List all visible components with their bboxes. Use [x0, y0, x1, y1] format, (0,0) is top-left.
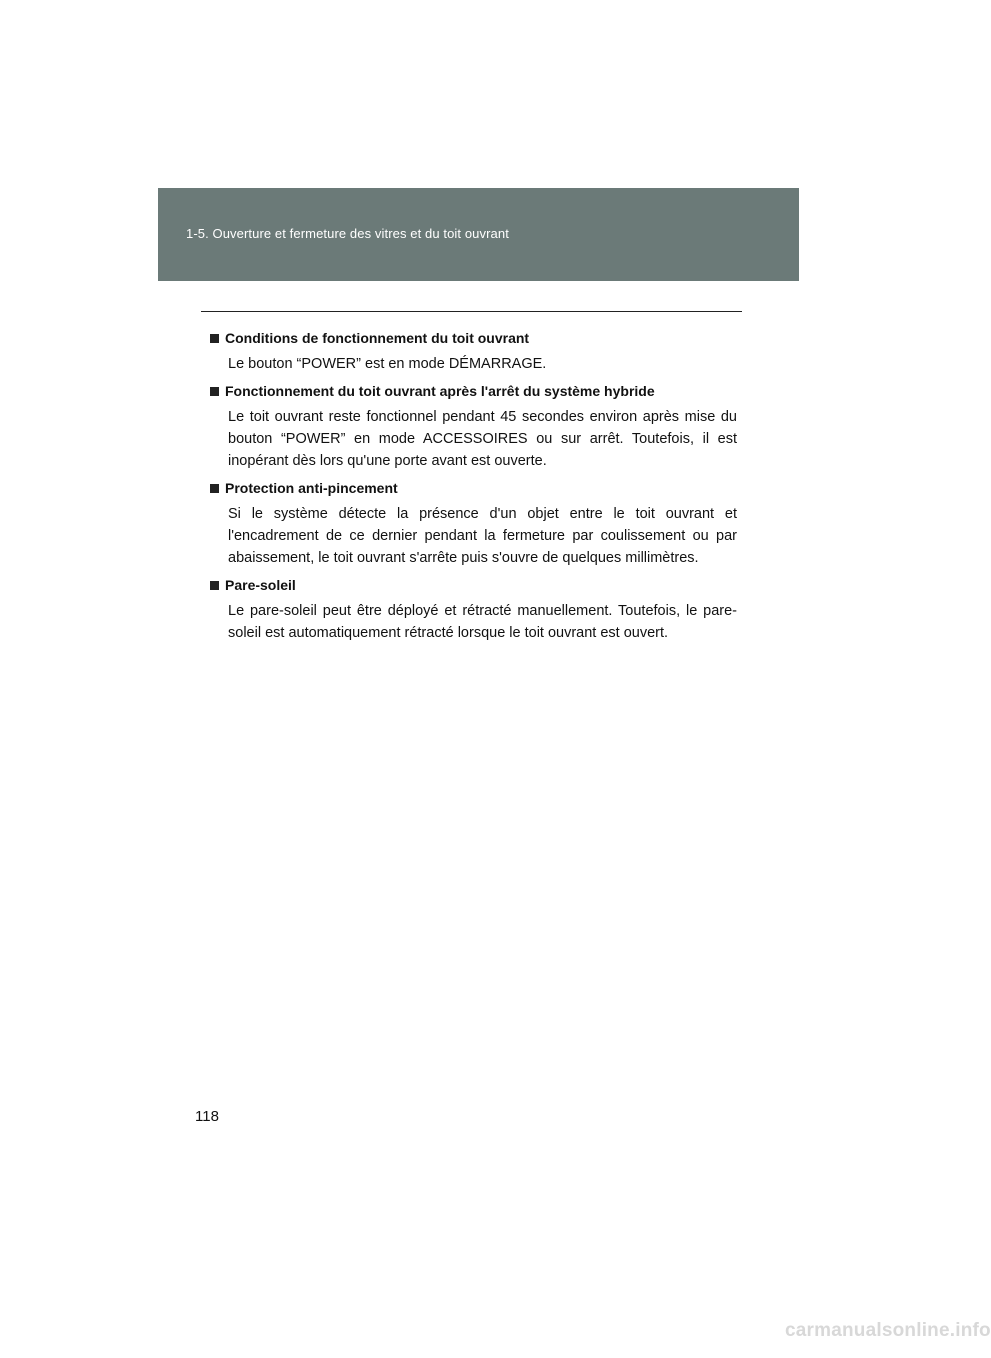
section-heading: Protection anti-pincement [225, 480, 398, 496]
watermark: carmanualsonline.info [785, 1320, 991, 1341]
square-bullet-icon [210, 334, 219, 343]
section-body: Le toit ouvrant reste fonctionnel pendant 45 secondes environ après mise du bouton “POWER” en mode ACCESSOIRES ou sur arrêt. Toutefois, il est inopérant dès lors qu'une porte avant est ouverte. [228, 409, 737, 469]
section-body: Le pare-soleil peut être déployé et rétracté manuellement. Toutefois, le pare-soleil est automatiquement rétracté lorsque le toit ouvrant est ouvert. [228, 603, 737, 641]
section-anti-pinch [210, 478, 737, 569]
square-bullet-icon [210, 484, 219, 493]
square-bullet-icon [210, 387, 219, 396]
section-header-band [158, 188, 799, 281]
horizontal-rule [201, 311, 742, 312]
section-heading: Pare-soleil [225, 577, 296, 593]
main-content [210, 328, 737, 650]
section-title: 1-5. Ouverture et fermeture des vitres et du toit ouvrant [186, 226, 509, 241]
square-bullet-icon [210, 581, 219, 590]
section-body: Si le système détecte la présence d'un objet entre le toit ouvrant et l'encadrement de ce dernier pendant la fermeture par coulissement ou par abaissement, le toit ouvrant s'arrête puis s'ouvre de quelques millimètres. [228, 506, 737, 566]
section-after-stop [210, 381, 737, 472]
section-sunshade [210, 575, 737, 644]
section-heading: Conditions de fonctionnement du toit ouvrant [225, 330, 530, 346]
section-body: Le bouton “POWER” est en mode DÉMARRAGE. [228, 356, 547, 372]
section-conditions [210, 328, 737, 375]
section-heading: Fonctionnement du toit ouvrant après l'arrêt du système hybride [225, 383, 655, 399]
page-number: 118 [195, 1108, 219, 1125]
